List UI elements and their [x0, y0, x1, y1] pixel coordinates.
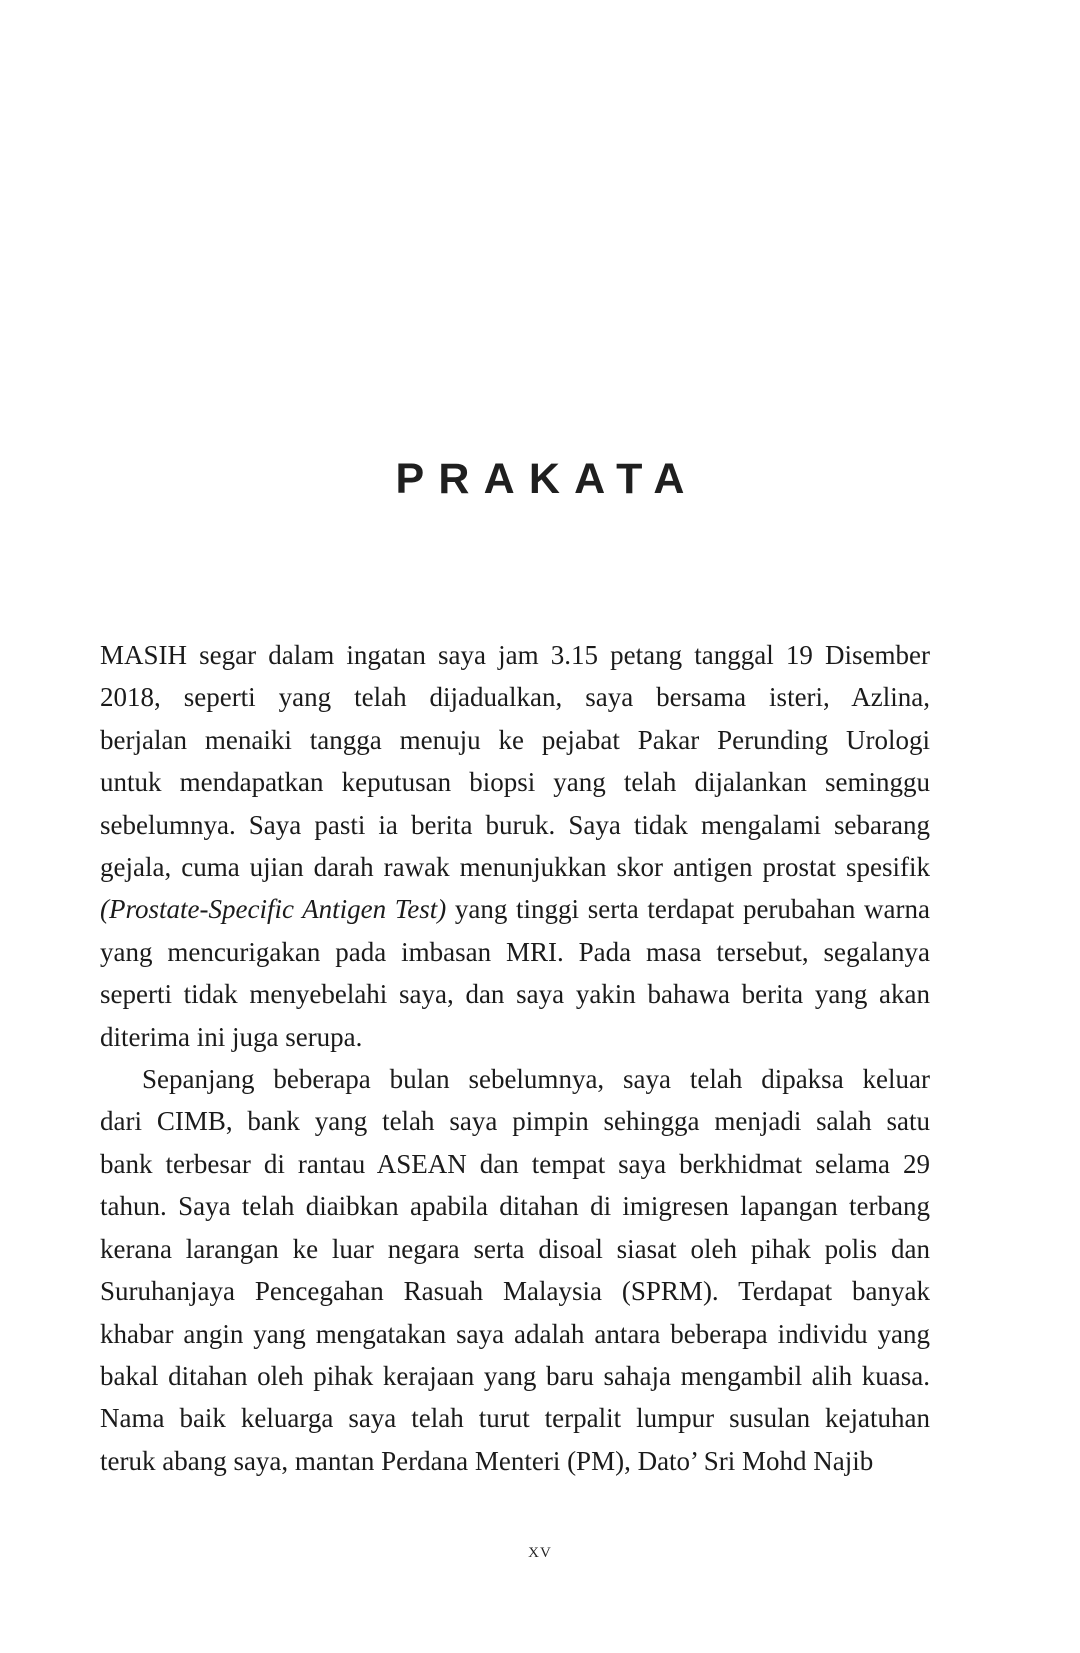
- text-line: kerana larangan ke luar negara serta disoal siasat oleh pihak polis dan: [100, 1233, 930, 1264]
- text-line: berjalan menaiki tangga menuju ke pejabat Pakar Perunding Urologi: [100, 724, 930, 755]
- text-line: Nama baik keluarga saya telah turut terpalit lumpur susulan kejatuhan: [100, 1403, 930, 1434]
- text-line: tahun. Saya telah diaibkan apabila ditahan di imigresen lapangan terbang: [100, 1191, 930, 1222]
- text-line: khabar angin yang mengatakan saya adalah antara beberapa individu yang: [100, 1318, 930, 1349]
- text-segment: yang tinggi serta terdapat perubahan warna: [446, 894, 930, 925]
- text-line: sebelumnya. Saya pasti ia berita buruk. Saya tidak mengalami sebarang: [100, 809, 930, 840]
- text-line: Sepanjang beberapa bulan sebelumnya, saya telah dipaksa keluar: [142, 1064, 930, 1095]
- text-line: MASIH segar dalam ingatan saya jam 3.15 petang tanggal 19 Disember: [100, 640, 930, 670]
- text-line: seperti tidak menyebelahi saya, dan saya yakin bahawa berita yang akan: [100, 979, 930, 1010]
- text-line: yang mencurigakan pada imbasan MRI. Pada masa tersebut, segalanya: [100, 936, 930, 967]
- text-line: [100, 888, 930, 930]
- text-line: Suruhanjaya Pencegahan Rasuah Malaysia (SPRM). Terdapat banyak: [100, 1276, 930, 1307]
- text-line: bakal ditahan oleh pihak kerajaan yang baru sahaja mengambil alih kuasa.: [100, 1360, 930, 1391]
- text-line: bank terbesar di rantau ASEAN dan tempat saya berkhidmat selama 29: [100, 1148, 930, 1179]
- page-title: [0, 454, 1080, 503]
- text-line: diterima ini juga serupa.: [100, 1021, 363, 1052]
- italic-text-segment: (Prostate-Specific Antigen Test): [100, 894, 447, 925]
- text-line: gejala, cuma ujian darah rawak menunjukkan skor antigen prostat spesifik: [100, 852, 930, 883]
- page-number: xv: [528, 1538, 552, 1562]
- text-line: teruk abang saya, mantan Perdana Menteri (PM), Dato’ Sri Mohd Najib: [100, 1445, 874, 1476]
- text-line: 2018, seperti yang telah dijadualkan, saya bersama isteri, Azlina,: [100, 682, 930, 713]
- body-text-block: [100, 634, 930, 1482]
- text-line: untuk mendapatkan keputusan biopsi yang telah dijalankan seminggu: [100, 767, 930, 798]
- page-title-text: PRAKATA: [395, 454, 699, 503]
- text-line: dari CIMB, bank yang telah saya pimpin sehingga menjadi salah satu: [100, 1106, 930, 1137]
